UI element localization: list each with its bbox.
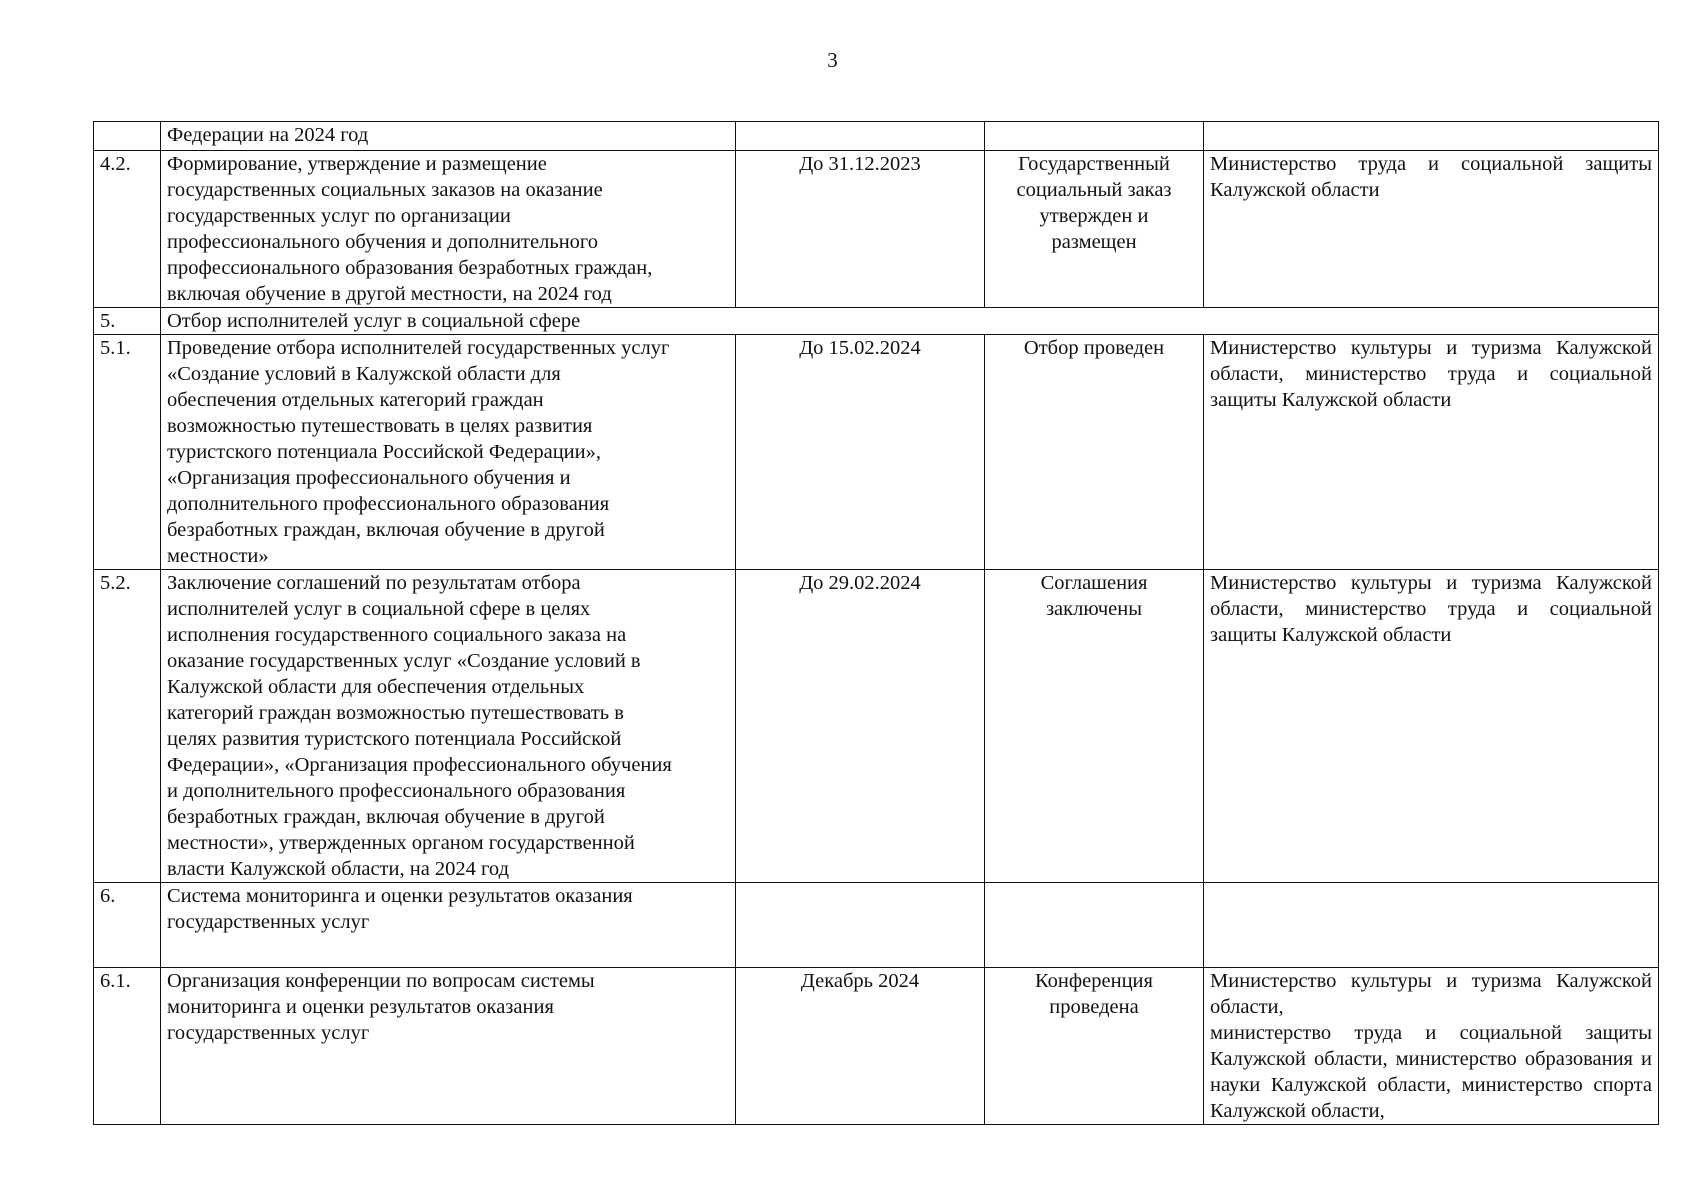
- result-cell: Отбор проведен: [985, 335, 1204, 570]
- result-cell: Соглашения заключены: [985, 570, 1204, 883]
- deadline-cell: [736, 883, 985, 968]
- event-cell: Отбор исполнителей услуг в социальной сфере: [161, 308, 1659, 335]
- deadline-cell: До 31.12.2023: [736, 151, 985, 308]
- item-number-cell: [94, 122, 161, 151]
- event-cell: Проведение отбора исполнителей государственных услуг «Создание условий в Калужской области для обеспечения отдельных категорий граждан возможностью путешествовать в целях развития туристского потенциала Российской Федерации», «Организация профессионального обучения и дополнительного профессионального образования безработных граждан, включая обучение в другой местности»: [161, 335, 736, 570]
- table-row: [94, 335, 1659, 570]
- result-cell: Государственный социальный заказ утвержден и размещен: [985, 151, 1204, 308]
- deadline-cell: [736, 122, 985, 151]
- responsible-cell: Министерство культуры и туризма Калужской области, министерство труда и социальной защиты Калужской области: [1204, 335, 1659, 570]
- table-row: [94, 151, 1659, 308]
- table-row: [94, 968, 1659, 1125]
- event-cell: Заключение соглашений по результатам отбора исполнителей услуг в социальной сфере в целях исполнения государственного социального заказа на оказание государственных услуг «Создание условий в Калужской области для обеспечения отдельных категорий граждан возможностью путешествовать в целях развития туристского потенциала Российской Федерации», «Организация профессионального обучения и дополнительного профессионального образования безработных граждан, включая обучение в другой местности», утвержденных органом государственной власти Калужской области, на 2024 год: [161, 570, 736, 883]
- responsible-cell: Министерство культуры и туризма Калужской области, министерство труда и социальной защиты Калужской области, министерство образования и науки Калужской области, министерство спорта Калужской области,: [1204, 968, 1659, 1125]
- event-cell: Система мониторинга и оценки результатов оказания государственных услуг: [161, 883, 736, 968]
- table-row: [94, 308, 1659, 335]
- deadline-cell: До 15.02.2024: [736, 335, 985, 570]
- result-cell: [985, 883, 1204, 968]
- item-number-cell: 5.: [94, 308, 161, 335]
- event-cell: Формирование, утверждение и размещение государственных социальных заказов на оказание государственных услуг по организации профессионального обучения и дополнительного профессионального образования безработных граждан, включая обучение в другой местности, на 2024 год: [161, 151, 736, 308]
- event-cell: Федерации на 2024 год: [161, 122, 736, 151]
- result-cell: [985, 122, 1204, 151]
- responsible-cell: [1204, 883, 1659, 968]
- item-number-cell: 6.: [94, 883, 161, 968]
- item-number-cell: 4.2.: [94, 151, 161, 308]
- action-plan-table: [93, 121, 1659, 1125]
- table-row: [94, 570, 1659, 883]
- page-number: 3: [827, 48, 838, 72]
- deadline-cell: До 29.02.2024: [736, 570, 985, 883]
- item-number-cell: 5.1.: [94, 335, 161, 570]
- item-number-cell: 6.1.: [94, 968, 161, 1125]
- responsible-cell: [1204, 122, 1659, 151]
- deadline-cell: Декабрь 2024: [736, 968, 985, 1125]
- result-cell: Конференция проведена: [985, 968, 1204, 1125]
- responsible-cell: Министерство культуры и туризма Калужской области, министерство труда и социальной защиты Калужской области: [1204, 570, 1659, 883]
- table-row: [94, 883, 1659, 968]
- table-row: [94, 122, 1659, 151]
- responsible-cell: Министерство труда и социальной защиты Калужской области: [1204, 151, 1659, 308]
- item-number-cell: 5.2.: [94, 570, 161, 883]
- event-cell: Организация конференции по вопросам системы мониторинга и оценки результатов оказания государственных услуг: [161, 968, 736, 1125]
